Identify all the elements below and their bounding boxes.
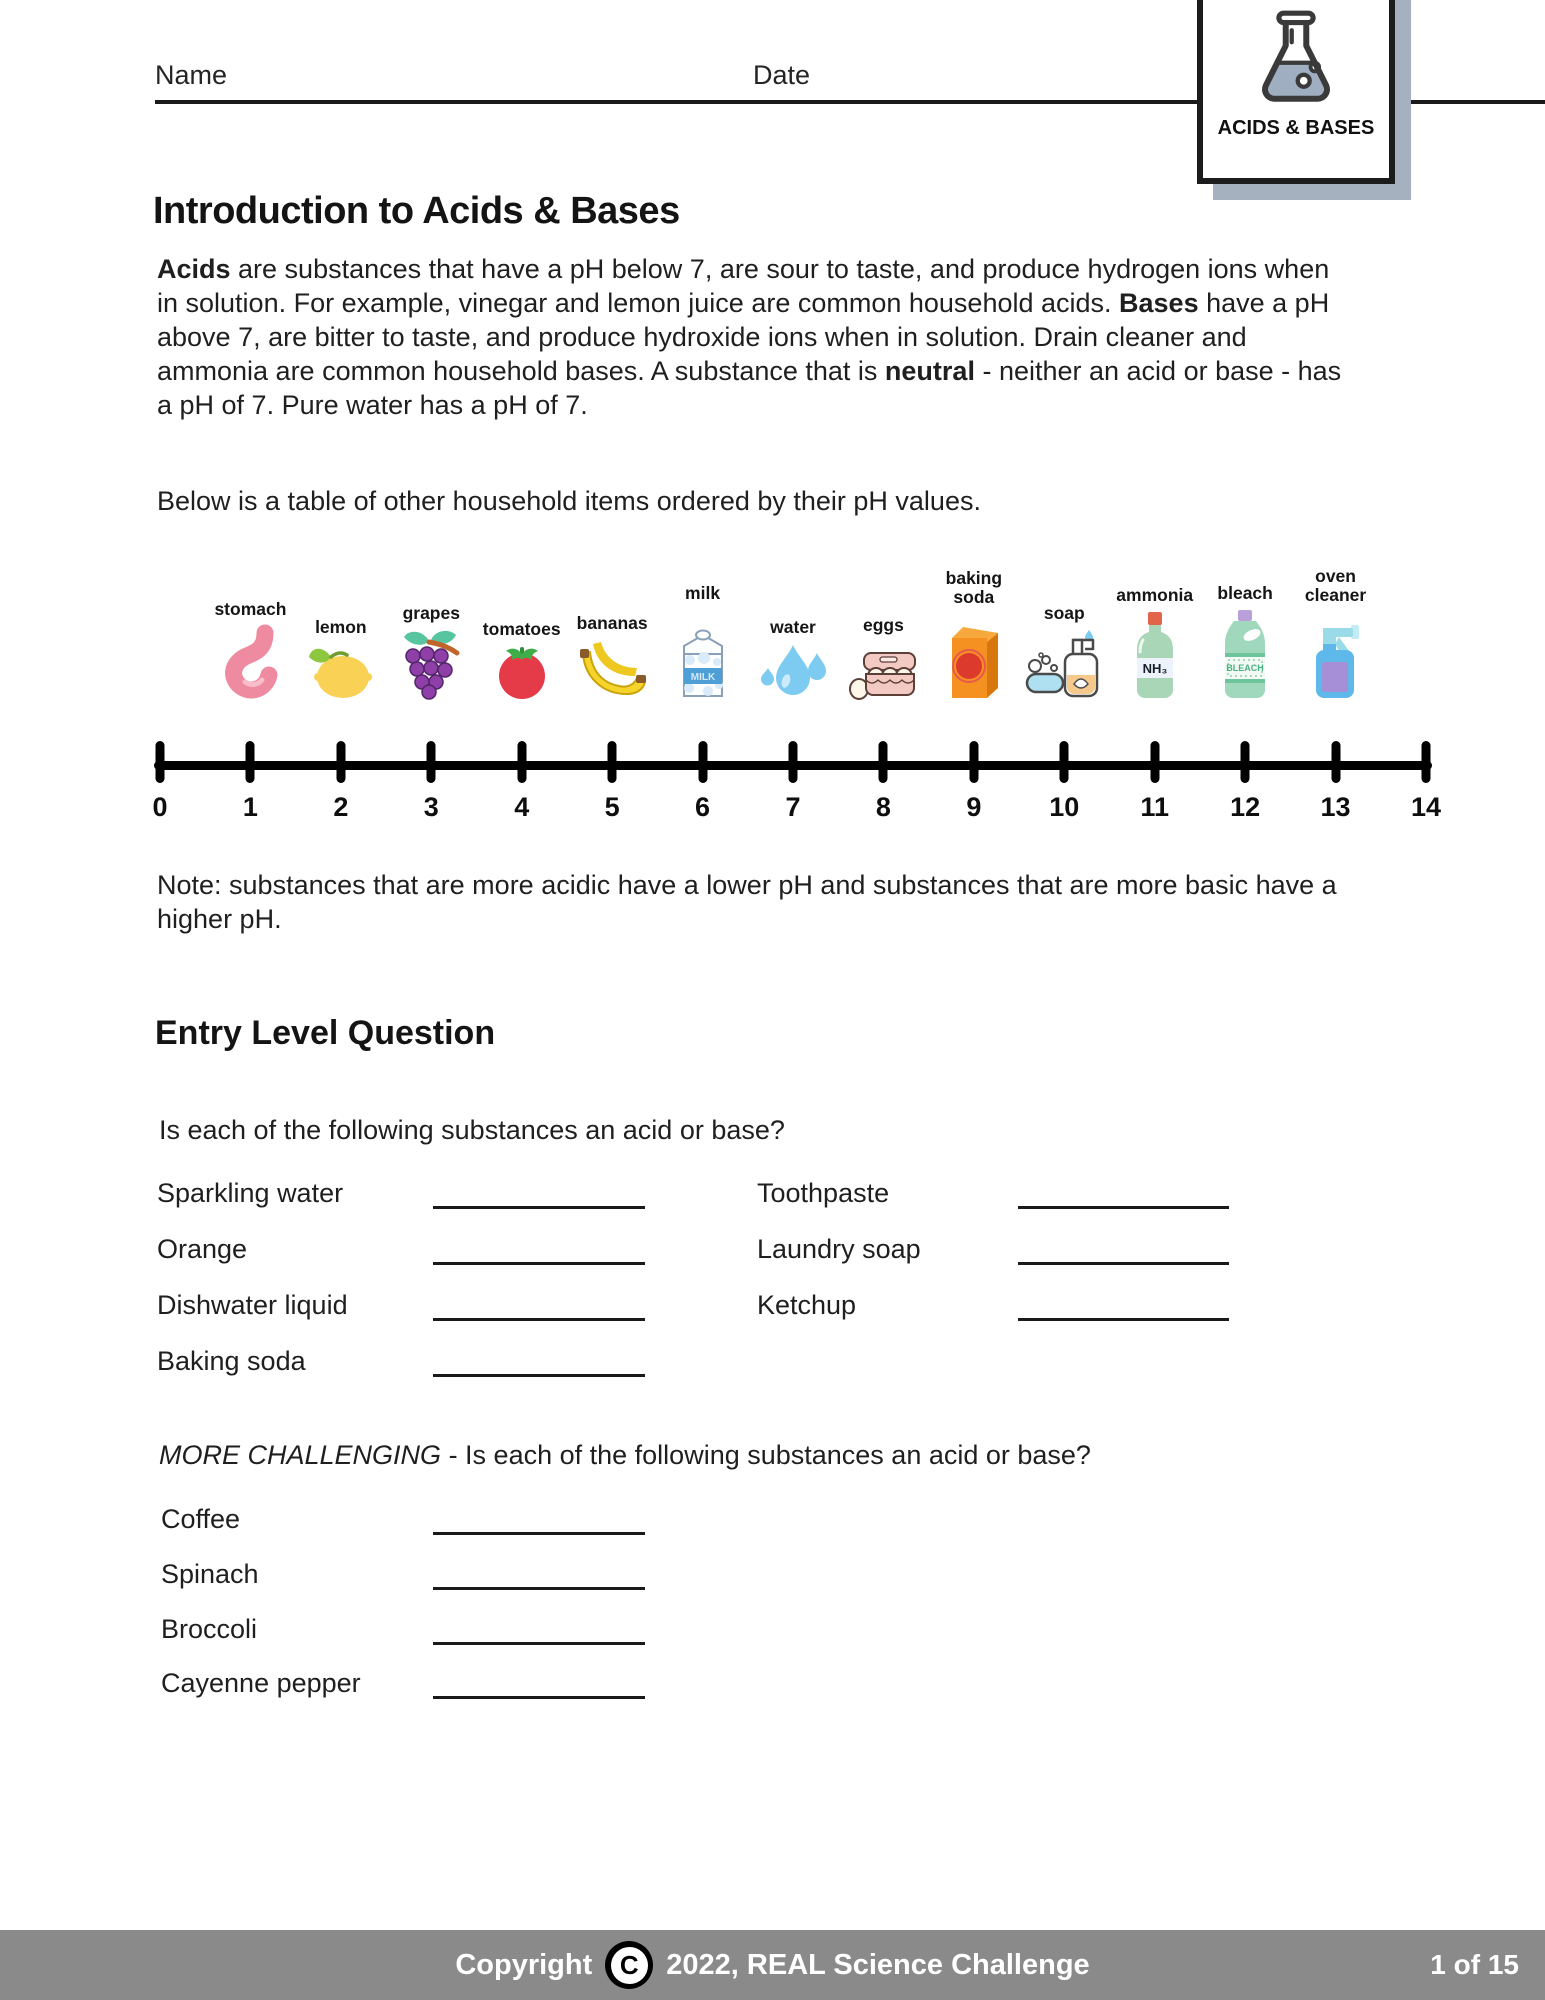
answer-blank [433, 1692, 645, 1699]
ph-tick [608, 741, 617, 783]
ph-item-label: baking soda [945, 568, 1003, 607]
ph-item-soap [1012, 604, 1116, 700]
ph-item-tomatoes [470, 620, 574, 700]
entry-row-4 [0, 1346, 1545, 1388]
ph-item-bleach [1193, 584, 1297, 700]
ph-scale-diagram [152, 440, 1442, 822]
ph-item-water [741, 618, 845, 700]
acids-bases-badge [1197, 0, 1395, 184]
answer-blank [433, 1258, 645, 1265]
flask-icon [1253, 8, 1339, 109]
ph-item-label: water [770, 617, 816, 637]
ph-tick-label: 2 [333, 792, 349, 822]
bleach-jug-icon [1221, 608, 1269, 700]
entry-row-1 [0, 1178, 1545, 1220]
oven-cleaner-spray-icon [1309, 610, 1363, 700]
milk-carton-text: MILK [690, 672, 715, 683]
ph-item-label: oven cleaner [1304, 566, 1367, 605]
ph-item-label: stomach [214, 599, 287, 619]
ph-tick [698, 741, 707, 783]
ph-tick-label: 1 [242, 792, 258, 822]
ph-tick [156, 741, 165, 783]
ph-item-ammonia [1103, 586, 1207, 700]
answer-blank [1018, 1202, 1229, 1209]
water-drops-icon [760, 642, 826, 700]
ph-item-baking-soda [939, 569, 1009, 700]
ph-tick-label: 6 [695, 792, 711, 822]
bananas-icon [577, 638, 647, 700]
ph-tick [1422, 741, 1431, 783]
neutral-term: neutral [884, 356, 975, 386]
substance-label: Cayenne pepper [161, 1668, 361, 1698]
ph-item-lemon [289, 618, 393, 700]
acids-term: Acids [157, 254, 231, 284]
ph-tick-label: 12 [1230, 792, 1261, 822]
baking-soda-box-icon [946, 612, 1002, 700]
ph-item-oven-cleaner [1301, 567, 1371, 700]
ph-tick [969, 741, 978, 783]
substance-label: Spinach [161, 1559, 259, 1589]
ph-tick-label: 5 [604, 792, 620, 822]
ph-tick [1241, 741, 1250, 783]
ammonia-bottle-icon [1132, 610, 1178, 700]
ph-tick [1331, 741, 1340, 783]
ph-tick [517, 741, 526, 783]
ph-tick [427, 741, 436, 783]
ph-item-label: milk [685, 583, 721, 603]
answer-blank [433, 1314, 645, 1321]
ph-item-milk [651, 584, 755, 700]
ph-tick [336, 741, 345, 783]
substance-label: Baking soda [157, 1346, 306, 1376]
challenge-row-4 [0, 1668, 1545, 1710]
substance-label: Laundry soap [757, 1234, 921, 1264]
page-indicator: 1 of 15 [1430, 1949, 1519, 1980]
ph-tick-label: 9 [966, 792, 982, 822]
ph-item-eggs [831, 616, 935, 700]
milk-carton-icon [675, 608, 731, 700]
answer-blank [1018, 1258, 1229, 1265]
bases-term: Bases [1119, 288, 1199, 318]
ph-tick [1060, 741, 1069, 783]
challenge-heading-italic: MORE CHALLENGING [159, 1440, 442, 1470]
challenge-heading-rest: - Is each of the following substances an acid or base? [441, 1440, 1091, 1470]
substance-label: Toothpaste [757, 1178, 890, 1208]
ph-tick-label: 3 [423, 792, 439, 822]
ph-tick-label: 14 [1410, 792, 1442, 822]
answer-blank [1018, 1314, 1229, 1321]
substance-label: Orange [157, 1234, 248, 1264]
intro-text-1: are substances that have a pH below 7, are sour to taste, and produce hydrogen ions when in solution. For example, vinegar and lemon juice are common household acids. [157, 254, 1330, 318]
ph-item-label: soap [1043, 603, 1085, 623]
ph-tick [246, 741, 255, 783]
ph-tick-label: 8 [875, 792, 891, 822]
copyright-word: Copyright [455, 1948, 593, 1981]
intro-paragraph [157, 252, 1357, 422]
entry-row-3 [0, 1290, 1545, 1332]
substance-label: Broccoli [161, 1614, 258, 1644]
ammonia-bottle-text: NH₃ [1142, 661, 1168, 676]
ph-item-bananas [560, 614, 664, 700]
copyright-circle-icon [605, 1941, 653, 1989]
ph-tick-label: 13 [1320, 792, 1351, 822]
grapes-icon [399, 628, 463, 700]
entry-question-heading: Entry Level Question [155, 1014, 496, 1052]
ph-tick-label: 4 [514, 792, 530, 822]
badge-title: ACIDS & BASES [1217, 117, 1375, 139]
answer-blank [433, 1638, 645, 1645]
answer-blank [433, 1370, 645, 1377]
ph-item-label: tomatoes [482, 619, 561, 639]
stomach-icon [218, 624, 282, 700]
entry-question-prompt: Is each of the following substances an acid or base? [159, 1115, 785, 1145]
entry-row-2 [0, 1234, 1545, 1276]
substance-label: Coffee [161, 1504, 241, 1534]
answer-blank [433, 1202, 645, 1209]
bleach-bottle-text: BLEACH [1226, 663, 1264, 673]
challenge-heading [159, 1440, 1091, 1471]
answer-blank [433, 1583, 645, 1590]
answer-blank [433, 1528, 645, 1535]
ph-item-label: bleach [1217, 583, 1273, 603]
ph-item-stomach [198, 600, 302, 700]
copyright-text: 2022, REAL Science Challenge [666, 1948, 1090, 1981]
ph-tick-label: 11 [1140, 792, 1169, 822]
intro-text-2: have a pH above 7, are bitter to taste, and produce hydroxide ions when in solution. Drain cleaner and ammonia are common household bases. A substance that is [157, 288, 1330, 386]
challenge-row-3 [0, 1614, 1545, 1656]
intro-text-3: - neither an acid or base - has a pH of 7. Pure water has a pH of 7. [157, 356, 1342, 420]
substance-label: Ketchup [757, 1290, 857, 1320]
scale-intro-text: Below is a table of other household items ordered by their pH values. [157, 486, 981, 516]
note-paragraph: Note: substances that are more acidic have a lower pH and substances that are more basic have a higher pH. [157, 870, 1337, 934]
page-title: Introduction to Acids & Bases [153, 190, 680, 232]
challenge-row-1 [0, 1504, 1545, 1546]
substance-label: Dishwater liquid [157, 1290, 348, 1320]
name-label: Name [155, 60, 228, 90]
ph-tick-label: 7 [785, 792, 801, 822]
ph-item-label: grapes [402, 603, 460, 623]
ph-item-label: ammonia [1116, 585, 1194, 605]
ph-tick [789, 741, 798, 783]
ph-item-label: eggs [862, 615, 904, 635]
ph-tick [1150, 741, 1159, 783]
tomato-icon [493, 644, 551, 700]
ph-item-label: bananas [576, 613, 648, 633]
ph-tick-label: 10 [1049, 792, 1080, 822]
copyright-letter: C [611, 1947, 648, 1984]
ph-tick [879, 741, 888, 783]
challenge-row-2 [0, 1559, 1545, 1601]
ph-tick-label: 0 [152, 792, 168, 822]
ph-item-label: lemon [315, 617, 367, 637]
ph-item-grapes [379, 604, 483, 700]
footer-copyright [455, 1941, 1089, 1989]
date-label: Date [753, 60, 811, 90]
footer-bar [0, 1930, 1545, 2000]
eggs-carton-icon [849, 640, 917, 700]
lemon-icon [309, 642, 373, 700]
soap-icon [1025, 628, 1103, 700]
substance-label: Sparkling water [157, 1178, 344, 1208]
